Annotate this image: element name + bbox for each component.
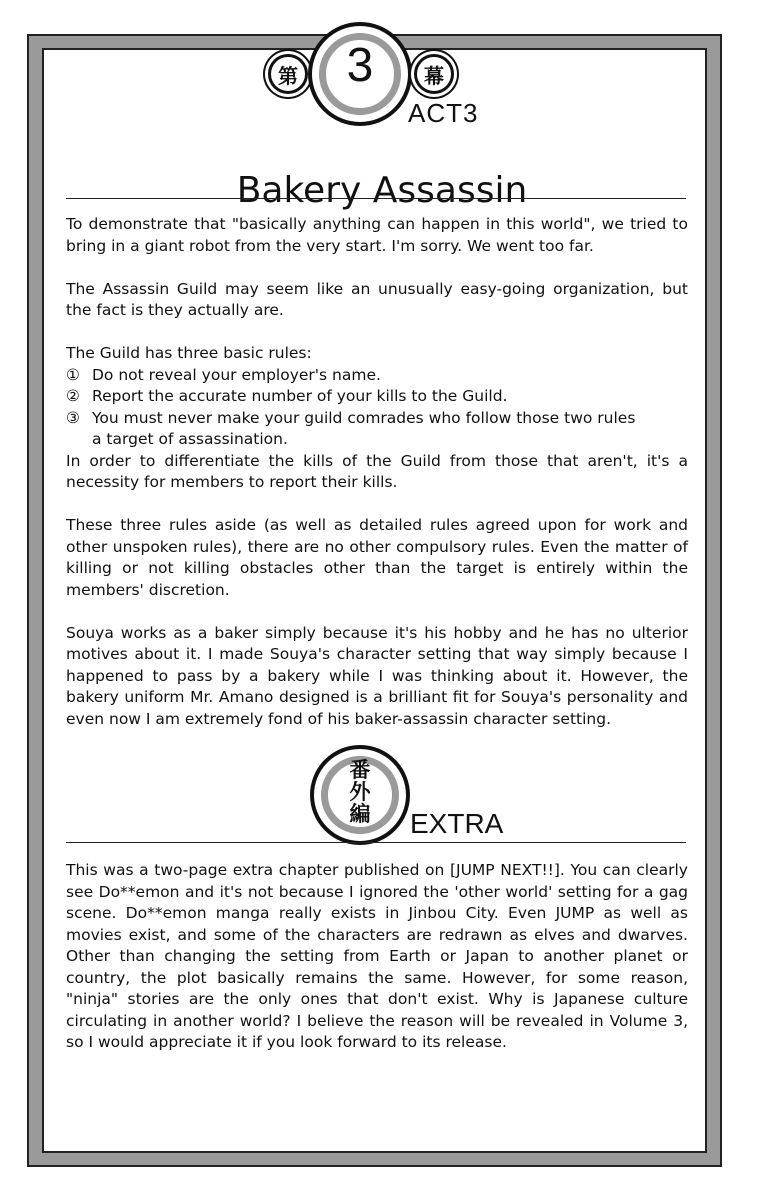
rules-intro: The Guild has three basic rules: <box>66 344 312 362</box>
title-underline <box>66 198 686 199</box>
rule-2-text: Report the accurate number of your kills to the Guild. <box>92 387 508 405</box>
chapter-kanji-left-text: 第 <box>278 63 298 88</box>
act-label: ACT3 <box>408 98 479 128</box>
chapter-kanji-left <box>268 54 308 94</box>
extra-kanji-3: 編 <box>349 802 371 826</box>
rule-3-text: You must never make your guild comrades who follow those two rules <box>92 408 636 427</box>
extra-underline <box>66 842 686 843</box>
extra-kanji-2: 外 <box>349 780 371 804</box>
rule-3 <box>66 408 688 430</box>
paragraph-4: These three rules aside (as well as detailed rules agreed upon for work and other unspoken rules), there are no other compulsory rules. Even the matter of killing or not killing obstacles other than the target is entirely within the members' discretion. <box>66 516 688 599</box>
extra-label: EXTRA <box>410 808 504 839</box>
extra-paragraph: This was a two-page extra chapter published on [JUMP NEXT!!]. You can clearly see Do**emon and it's not because I ignored the 'other world' setting for a gag scene. Do**emon manga really exists in Jinbou City. Even JUMP as well as movies exist, and some of the characters are redrawn as elves and dwarves. Other than changing the setting from Earth or Japan to another planet or country, the plot basically remains the same. However, for some reason, "ninja" stories are the only ones that don't exist. Why is Japanese culture circulating in another world? I believe the reason will be revealed in Volume 3, so I would appreciate it if you look forward to its release. <box>66 861 688 1051</box>
extra-kanji <box>314 759 406 825</box>
paragraph-2: The Assassin Guild may seem like an unusually easy-going organization, but the fact is they actually are. <box>66 279 688 319</box>
rule-3-marker: ③ <box>66 408 80 427</box>
extra-badge <box>310 745 410 845</box>
rule-1-text: Do not reveal your employer's name. <box>92 365 381 384</box>
page-title: Bakery Assassin <box>236 170 528 212</box>
paragraph-5: Souya works as a baker simply because it's his hobby and he has no ulterior motives about it. I made Souya's character setting that way simply because I happened to pass by a bakery while I was thinking about it. However, the bakery uniform Mr. Amano designed is a brilliant fit for Souya's personality and even now I am extremely fond of his baker-assassin character setting. <box>66 623 688 728</box>
rule-2 <box>66 386 688 408</box>
chapter-number: 3 <box>346 39 374 92</box>
chapter-kanji-right-text: 幕 <box>424 63 444 88</box>
chapter-kanji-right <box>414 54 454 94</box>
extra-kanji-1: 番 <box>349 758 371 782</box>
chapter-number-badge <box>308 22 412 126</box>
rules-explanation: In order to differentiate the kills of the Guild from those that aren't, it's a necessity for members to report their kills. <box>66 451 688 491</box>
rule-3-continuation: a target of assassination. <box>92 430 288 448</box>
rule-1 <box>66 365 688 387</box>
rule-1-marker: ① <box>66 365 80 384</box>
paragraph-1: To demonstrate that "basically anything can happen in this world", we tried to bring in a giant robot from the very start. I'm sorry. We went too far. <box>66 215 688 255</box>
extra-text-block <box>66 860 688 1075</box>
rule-2-marker: ② <box>66 387 80 405</box>
rules-section <box>66 343 688 494</box>
main-text <box>66 214 688 752</box>
